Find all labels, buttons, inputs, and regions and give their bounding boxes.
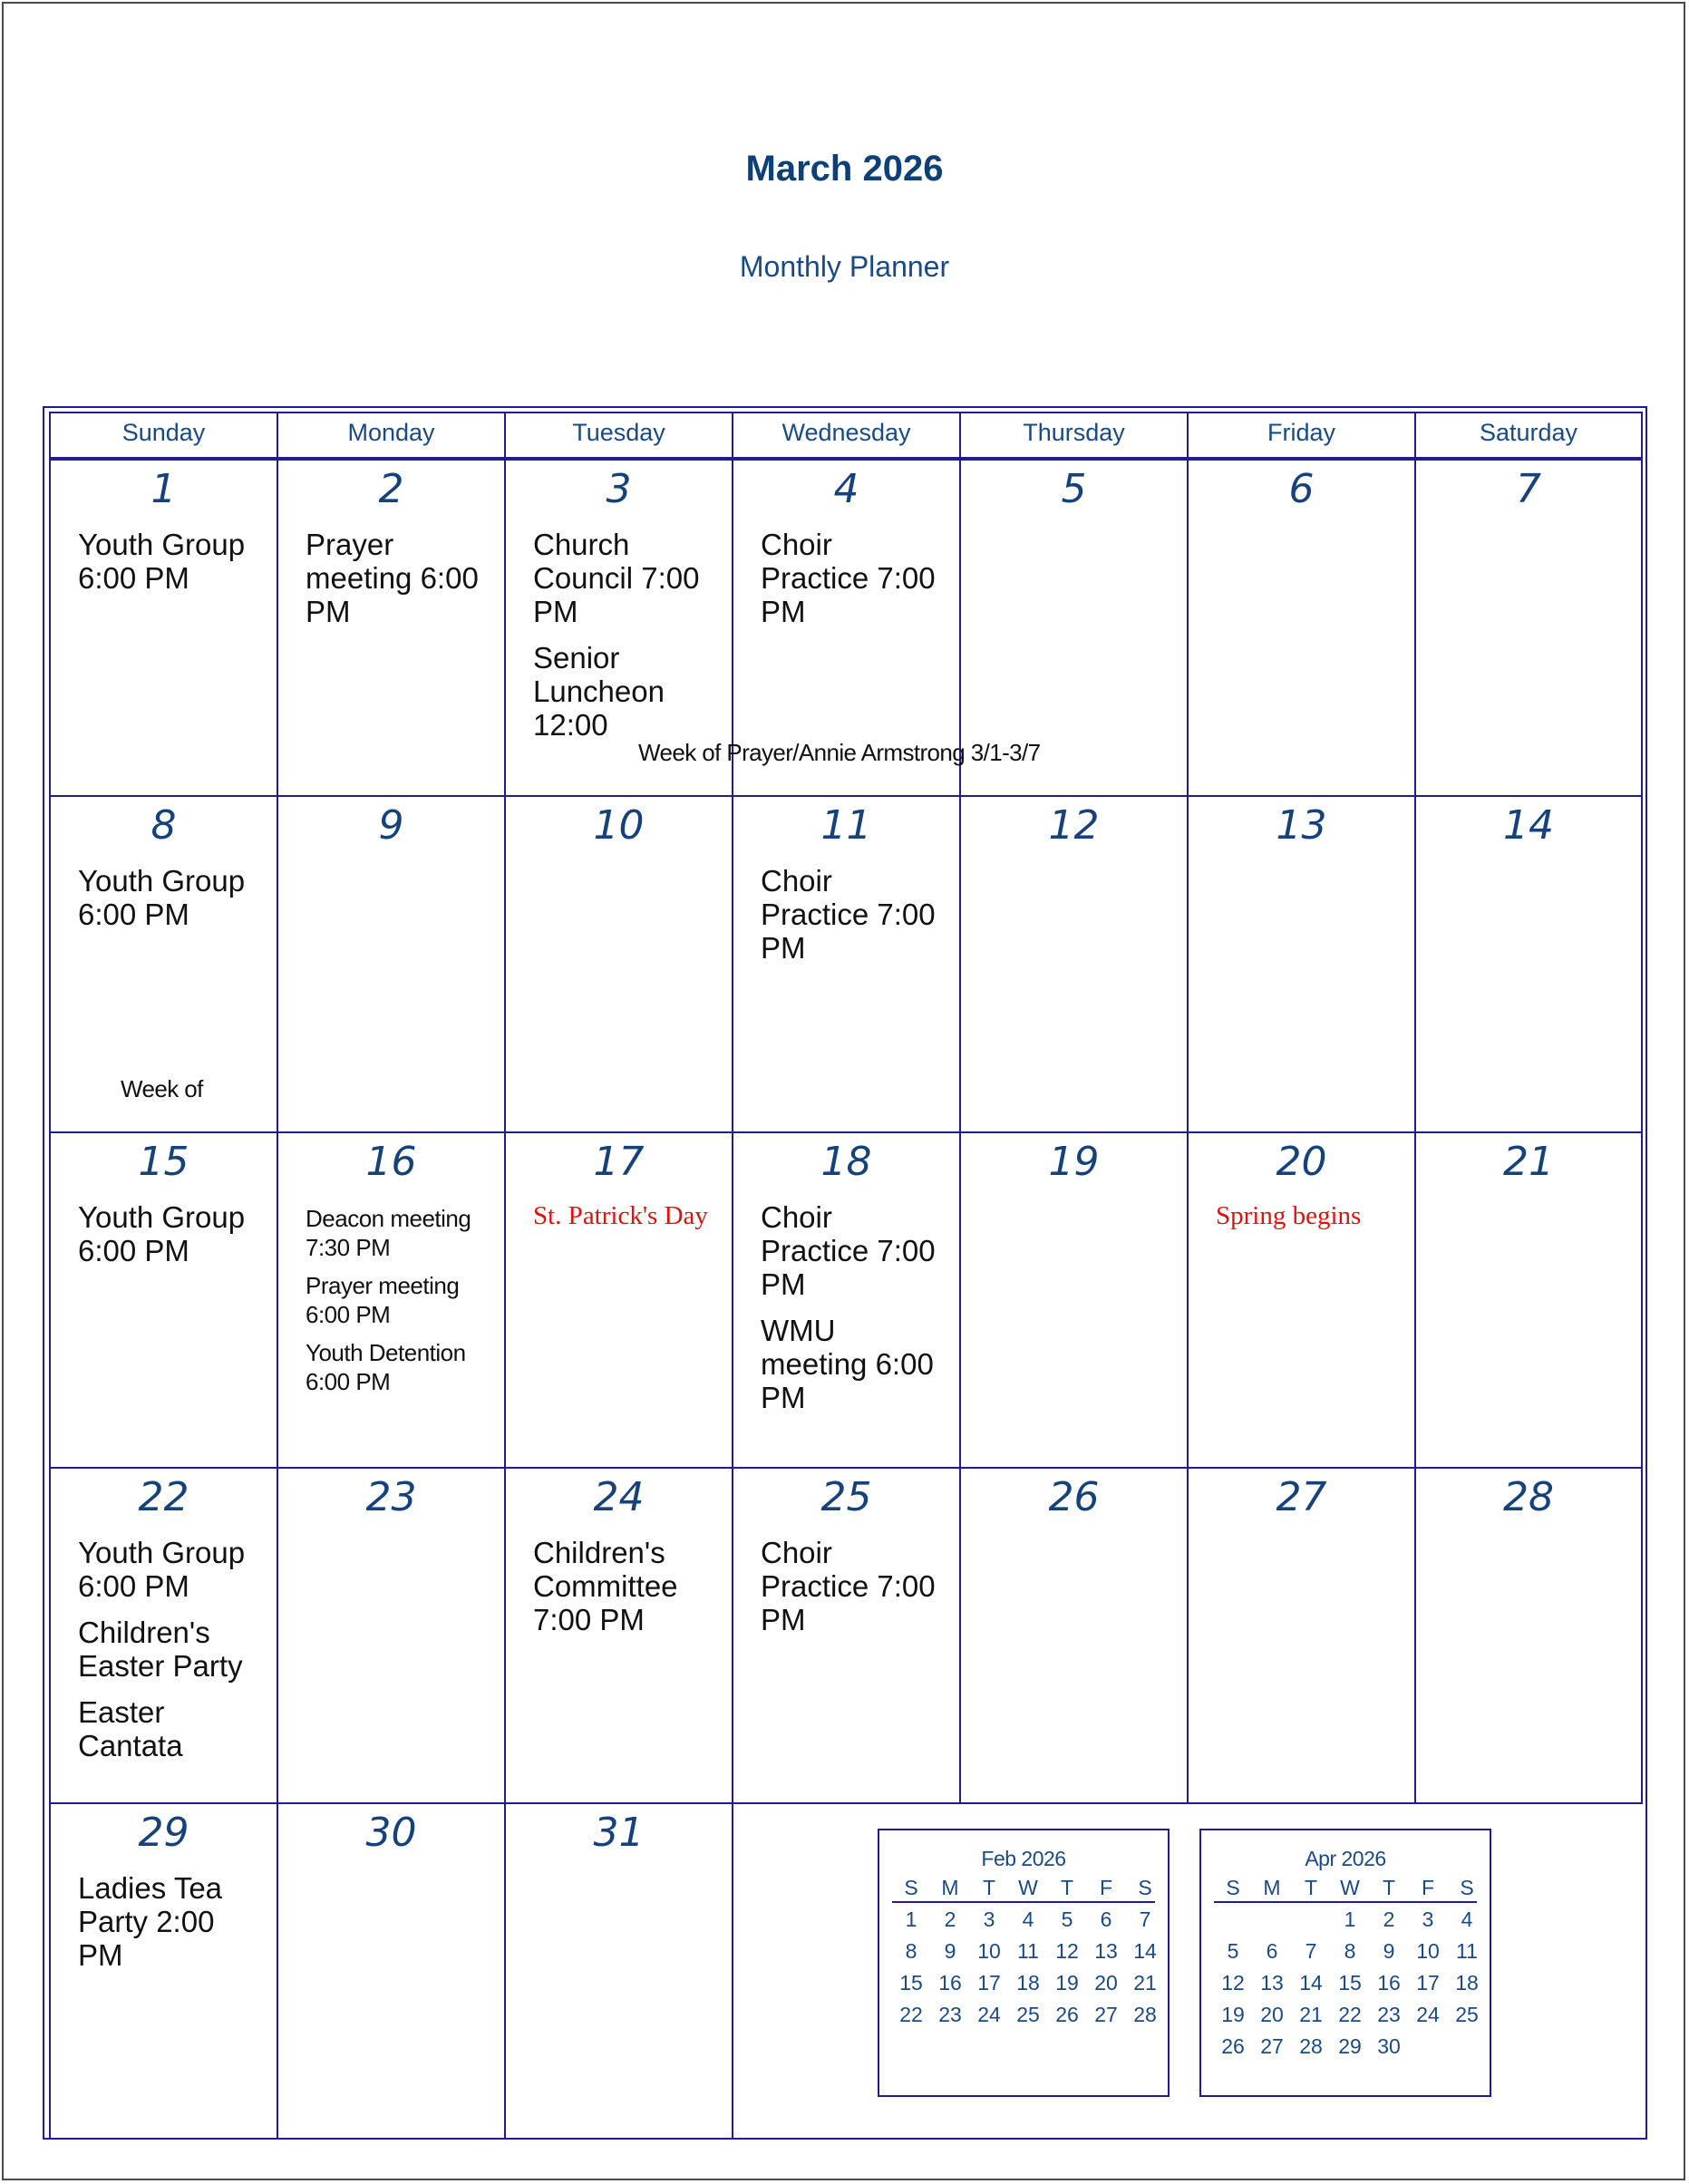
day-number: 19: [1048, 1139, 1100, 1185]
event-entry[interactable]: Prayer meeting 6:00 PM: [306, 528, 479, 628]
mini-day: 19: [1221, 2003, 1245, 2026]
week-banner-2: Week of: [121, 1075, 203, 1102]
event-entry[interactable]: Ladies Tea Party 2:00 PM: [78, 1871, 223, 1972]
mini-weekday-letter: S: [1138, 1876, 1152, 1899]
day-number: 27: [1276, 1474, 1327, 1520]
day-cell[interactable]: [504, 1131, 733, 1469]
day-cell[interactable]: [49, 1131, 278, 1469]
mini-day: 3: [1422, 1907, 1434, 1931]
event-entry[interactable]: Youth Group 6:00 PM: [78, 528, 246, 595]
day-cell[interactable]: [959, 1467, 1189, 1804]
event-list: [533, 1200, 713, 1244]
holiday-label[interactable]: Spring begins: [1216, 1201, 1362, 1230]
day-number: 18: [820, 1139, 872, 1185]
mini-day: 16: [938, 1971, 962, 1995]
mini-day: 25: [1016, 2003, 1040, 2026]
event-entry[interactable]: Children's Easter Party: [78, 1616, 243, 1683]
day-cell[interactable]: [277, 1131, 506, 1469]
mini-day: 7: [1305, 1939, 1317, 1963]
mini-day: 16: [1377, 1971, 1401, 1995]
mini-day: 26: [1055, 2003, 1079, 2026]
mini-day: 28: [1299, 2034, 1323, 2058]
mini-day: 10: [977, 1939, 1001, 1963]
day-number: 9: [378, 802, 404, 849]
event-entry[interactable]: Choir Practice 7:00 PM: [761, 1200, 936, 1301]
day-cell[interactable]: [277, 1467, 506, 1804]
mini-weekday-letter: W: [1018, 1876, 1038, 1899]
day-cell[interactable]: [277, 459, 506, 797]
day-cell[interactable]: [277, 1802, 506, 2140]
mini-day: 22: [1338, 2003, 1362, 2026]
event-entry[interactable]: Senior Luncheon 12:00: [533, 641, 665, 742]
mini-day: 4: [1022, 1907, 1034, 1931]
event-list: [78, 1871, 258, 1985]
day-cell[interactable]: [49, 459, 278, 797]
event-entry[interactable]: Easter Cantata: [78, 1695, 183, 1762]
day-cell[interactable]: [49, 1802, 278, 2140]
weekday-header-sunday: Sunday: [49, 412, 278, 459]
day-cell[interactable]: [959, 1131, 1189, 1469]
event-entry[interactable]: WMU meeting 6:00 PM: [761, 1314, 934, 1414]
day-cell[interactable]: [1187, 459, 1416, 797]
weekday-header-monday: Monday: [277, 412, 506, 459]
mini-day: 6: [1266, 1939, 1278, 1963]
day-number: 31: [593, 1810, 645, 1856]
event-list: [306, 528, 486, 641]
mini-day: 30: [1377, 2034, 1401, 2058]
day-number: 24: [593, 1474, 645, 1520]
mini-calendar-header-row: [1214, 1874, 1477, 1903]
day-cell[interactable]: [504, 1802, 733, 2140]
mini-weekday-letter: T: [1304, 1876, 1318, 1899]
day-cell[interactable]: [732, 795, 961, 1133]
mini-day: 22: [899, 2003, 923, 2026]
day-cell[interactable]: [1414, 459, 1643, 797]
mini-calendar-prev: [878, 1829, 1170, 2097]
mini-weekday-letter: W: [1340, 1876, 1360, 1899]
mini-day: 23: [1377, 2003, 1401, 2026]
mini-day: 21: [1133, 1971, 1157, 1995]
mini-day: 18: [1016, 1971, 1040, 1995]
day-number: 7: [1516, 466, 1541, 512]
day-number: 8: [150, 802, 177, 849]
day-cell[interactable]: [1414, 795, 1643, 1133]
event-list: [761, 1200, 941, 1427]
mini-weekday-letter: S: [1460, 1876, 1474, 1899]
event-entry[interactable]: Deacon meeting 7:30 PM: [306, 1205, 471, 1261]
event-list: [78, 864, 258, 944]
mini-day: 28: [1133, 2003, 1157, 2026]
event-list: [78, 1200, 258, 1280]
event-entry[interactable]: Youth Group 6:00 PM: [78, 1536, 246, 1603]
day-number: 30: [365, 1810, 417, 1856]
mini-day: 2: [1383, 1907, 1395, 1931]
day-cell[interactable]: [1187, 1131, 1416, 1469]
event-list: [1216, 1200, 1396, 1244]
weekday-header-saturday: Saturday: [1414, 412, 1643, 459]
event-entry[interactable]: Choir Practice 7:00 PM: [761, 528, 936, 628]
mini-weekday-letter: F: [1099, 1876, 1113, 1899]
day-cell[interactable]: [504, 1467, 733, 1804]
day-cell[interactable]: [732, 1131, 961, 1469]
mini-weekday-letter: T: [982, 1876, 996, 1899]
event-entry[interactable]: Church Council 7:00 PM: [533, 528, 700, 628]
day-cell[interactable]: [959, 795, 1189, 1133]
day-number: 17: [593, 1139, 645, 1185]
mini-day: 24: [977, 2003, 1001, 2026]
mini-day: 19: [1055, 1971, 1079, 1995]
event-entry[interactable]: Youth Group 6:00 PM: [78, 864, 246, 931]
event-list: [533, 1536, 713, 1649]
weekday-header-tuesday: Tuesday: [504, 412, 733, 459]
mini-day: 1: [1344, 1907, 1356, 1931]
weekday-header-friday: Friday: [1187, 412, 1416, 459]
mini-day: 15: [1338, 1971, 1362, 1995]
mini-day: 26: [1221, 2034, 1245, 2058]
day-cell[interactable]: [1187, 795, 1416, 1133]
page-title: March 2026: [745, 149, 944, 189]
mini-day: 6: [1100, 1907, 1112, 1931]
day-cell[interactable]: [49, 1467, 278, 1804]
mini-day: 20: [1094, 1971, 1118, 1995]
event-list: [761, 528, 941, 641]
mini-day: 5: [1227, 1939, 1239, 1963]
event-entry[interactable]: Choir Practice 7:00 PM: [761, 864, 936, 965]
day-cell[interactable]: [1187, 1467, 1416, 1804]
day-cell[interactable]: [504, 795, 733, 1133]
mini-day: 24: [1416, 2003, 1440, 2026]
mini-day: 14: [1299, 1971, 1323, 1995]
day-cell[interactable]: [732, 1467, 961, 1804]
mini-day: 7: [1139, 1907, 1151, 1931]
day-cell[interactable]: [277, 795, 506, 1133]
mini-day: 27: [1094, 2003, 1118, 2026]
mini-weekday-letter: T: [1060, 1876, 1074, 1899]
mini-day: 4: [1461, 1907, 1473, 1931]
week-banner-1: Week of Prayer/Annie Armstrong 3/1-3/7: [638, 739, 1041, 766]
day-cell[interactable]: [1414, 1131, 1643, 1469]
day-number: 21: [1503, 1139, 1554, 1185]
day-number: 20: [1276, 1139, 1327, 1185]
mini-day: 29: [1338, 2034, 1362, 2058]
day-number: 26: [1048, 1474, 1100, 1520]
mini-calendar-title: Apr 2026: [1305, 1847, 1386, 1870]
mini-day: 10: [1416, 1939, 1440, 1963]
mini-day: 18: [1455, 1971, 1479, 1995]
mini-day: 21: [1299, 2003, 1323, 2026]
mini-weekday-letter: M: [1263, 1876, 1281, 1899]
mini-day: 12: [1055, 1939, 1079, 1963]
mini-weekday-letter: F: [1421, 1876, 1435, 1899]
event-entry[interactable]: Youth Group 6:00 PM: [78, 1200, 246, 1267]
event-entry[interactable]: Prayer meeting 6:00 PM: [306, 1272, 460, 1328]
event-list: [761, 1536, 941, 1649]
day-cell[interactable]: [1414, 1467, 1643, 1804]
mini-weekday-letter: T: [1382, 1876, 1396, 1899]
mini-day: 8: [905, 1939, 917, 1963]
mini-day: 2: [944, 1907, 956, 1931]
mini-day: 17: [977, 1971, 1001, 1995]
event-entry[interactable]: Children's Committee 7:00 PM: [533, 1536, 678, 1636]
mini-day: 9: [1383, 1939, 1395, 1963]
day-number: 13: [1276, 802, 1327, 849]
mini-weekday-letter: M: [941, 1876, 959, 1899]
event-list: [78, 528, 258, 607]
mini-day: 1: [905, 1907, 917, 1931]
event-list: [533, 528, 713, 754]
day-number: 2: [378, 466, 404, 512]
day-number: 28: [1503, 1474, 1554, 1520]
mini-calendar-title: Feb 2026: [981, 1847, 1066, 1870]
event-list: [78, 1536, 258, 1775]
mini-day: 11: [1456, 1939, 1478, 1963]
day-number: 29: [138, 1810, 189, 1856]
mini-day: 14: [1133, 1939, 1157, 1963]
page-subtitle: Monthly Planner: [739, 250, 950, 283]
day-number: 23: [365, 1474, 417, 1520]
mini-day: 13: [1094, 1939, 1118, 1963]
day-number: 15: [138, 1139, 189, 1185]
mini-day: 12: [1221, 1971, 1245, 1995]
day-number: 11: [820, 802, 872, 849]
mini-weekday-letter: S: [904, 1876, 918, 1899]
day-number: 6: [1288, 466, 1315, 512]
day-number: 16: [365, 1139, 417, 1185]
mini-calendar-header-row: [892, 1874, 1155, 1903]
mini-day: 17: [1416, 1971, 1440, 1995]
mini-day: 27: [1260, 2034, 1284, 2058]
day-number: 3: [606, 466, 632, 512]
mini-day: 23: [938, 2003, 962, 2026]
day-number: 14: [1503, 802, 1554, 849]
mini-day: 11: [1017, 1939, 1039, 1963]
event-list: [306, 1204, 486, 1405]
weekday-header-thursday: Thursday: [959, 412, 1189, 459]
mini-day: 9: [944, 1939, 956, 1963]
day-number: 10: [593, 802, 645, 849]
event-list: [761, 864, 941, 977]
mini-day: 8: [1344, 1939, 1356, 1963]
weekday-header-wednesday: Wednesday: [732, 412, 961, 459]
mini-day: 20: [1260, 2003, 1284, 2026]
mini-weekday-letter: S: [1226, 1876, 1240, 1899]
event-entry[interactable]: Choir Practice 7:00 PM: [761, 1536, 936, 1636]
day-number: 4: [833, 466, 859, 512]
mini-day: 13: [1260, 1971, 1284, 1995]
day-number: 25: [820, 1474, 872, 1520]
day-number: 5: [1061, 466, 1087, 512]
day-number: 12: [1048, 802, 1100, 849]
holiday-label[interactable]: St. Patrick's Day: [533, 1201, 708, 1230]
day-number: 1: [150, 466, 177, 512]
day-number: 22: [138, 1474, 189, 1520]
mini-day: 3: [983, 1907, 995, 1931]
mini-day: 25: [1455, 2003, 1479, 2026]
mini-day: 15: [899, 1971, 923, 1995]
mini-day: 5: [1061, 1907, 1073, 1931]
mini-calendar-next: [1199, 1829, 1491, 2097]
event-entry[interactable]: Youth Detention 6:00 PM: [306, 1339, 466, 1395]
